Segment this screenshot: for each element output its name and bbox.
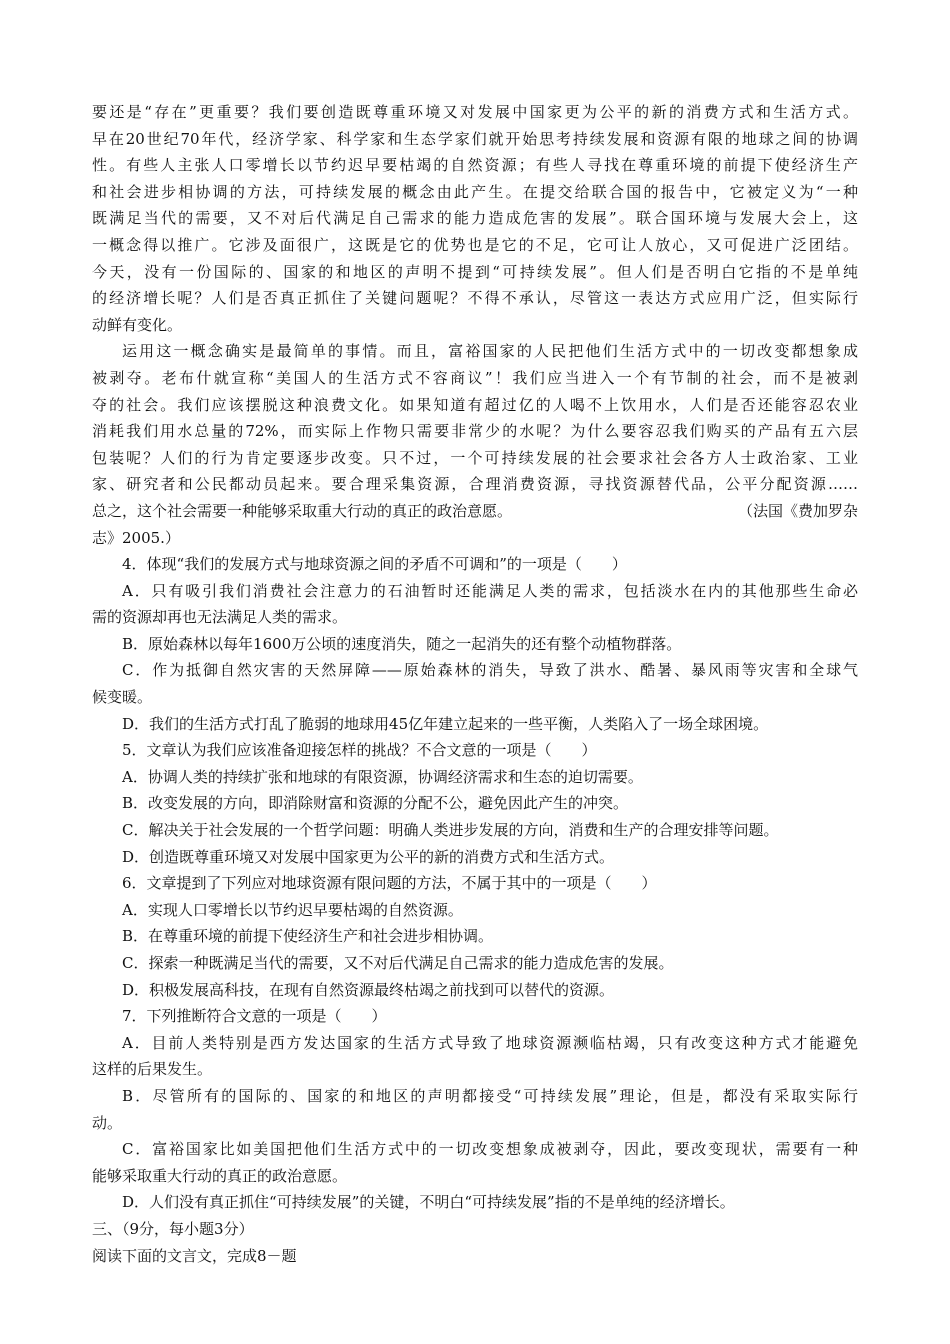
option-c-continued: 能够采取重大行动的真正的政治意愿。 xyxy=(92,1166,348,1185)
text-line: 包装呢？人们的行为肯定要逐步改变。只不过，一个可持续发展的社会要求社会各方人士政治家、工业 xyxy=(92,448,858,467)
text-line: 早在20世纪70年代，经济学家、科学家和生态学家们就开始思考持续发展和资源有限的地球之间的协调 xyxy=(92,129,858,148)
option-d: D．创造既尊重环境又对发展中国家更为公平的新的消费方式和生活方式。 xyxy=(122,847,615,866)
question-7 xyxy=(92,1003,858,1216)
option-b-continued: 动。 xyxy=(92,1113,123,1132)
option-c: C．探索一种既满足当代的需要，又不对后代满足自己需求的能力造成危害的发展。 xyxy=(122,954,674,972)
option-a: A．协调人类的持续扩张和地球的有限资源，协调经济需求和生态的迫切需要。 xyxy=(122,767,643,786)
option-c: C．解决关于社会发展的一个哲学问题：明确人类进步发展的方向，消费和生产的合理安排等问题。 xyxy=(122,821,779,840)
section-3 xyxy=(92,1216,858,1269)
text-line: 要还是“存在”更重要？我们要创造既尊重环境又对发展中国家更为公平的新的消费方式和生活方式。 xyxy=(92,103,858,121)
option-c-continued: 候变暖。 xyxy=(92,688,153,707)
text-line: 今天，没有一份国际的、国家的和地区的声明不提到“可持续发展”。但人们是否明白它指的不是单纯 xyxy=(92,262,858,281)
question-stem: 6．文章提到了下列应对地球资源有限问题的方法，不属于其中的一项是（ ） xyxy=(122,874,657,893)
option-a: A．实现人口零增长以节约迟早要枯竭的自然资源。 xyxy=(122,900,463,919)
option-a-continued: 需的资源却再也无法满足人类的需求。 xyxy=(92,608,348,627)
option-d: D．积极发展高科技，在现有自然资源最终枯竭之前找到可以替代的资源。 xyxy=(122,980,615,999)
passage-paragraph-2 xyxy=(92,338,858,551)
text-line: 既满足当代的需要，又不对后代满足自己需求的能力造成危害的发展”。联合国环境与发展大会上，这 xyxy=(92,209,858,228)
option-b: B．原始森林以每年1600万公顷的速度消失，随之一起消失的还有整个动植物群落。 xyxy=(122,634,682,653)
option-d: D．我们的生活方式打乱了脆弱的地球用45亿年建立起来的一些平衡，人类陷入了一场全球困境。 xyxy=(122,714,769,733)
passage-paragraph-1 xyxy=(92,99,858,338)
question-stem: 5．文章认为我们应该准备迎接怎样的挑战？不合文意的一项是（ ） xyxy=(122,741,597,760)
text-line: 家、研究者和公民都动员起来。要合理采集资源，合理消费资源，寻找资源替代品，公平分配资源…… xyxy=(92,475,858,494)
text-line: 性。有些人主张人口零增长以节约迟早要枯竭的自然资源；有些人寻找在尊重环境的前提下使经济生产 xyxy=(92,156,858,175)
option-d: D．人们没有真正抓住“可持续发展”的关键，不明白“可持续发展”指的不是单纯的经济增长。 xyxy=(122,1193,735,1212)
text-line: 消耗我们用水总量的72%，而实际上作物只需要非常少的水呢？为什么要容忍我们购买的产品有五六层 xyxy=(92,422,858,441)
option-c: C．富裕国家比如美国把他们生活方式中的一切改变想象成被剥夺，因此，要改变现状，需要有一种 xyxy=(122,1140,858,1159)
citation: （法国《费加罗杂 xyxy=(737,501,858,520)
text-line: 和社会进步相协调的方法，可持续发展的概念由此产生。在提交给联合国的报告中，它被定义为“一种 xyxy=(92,182,858,201)
section-heading: 三、（9分，每小题3分） xyxy=(92,1219,254,1238)
option-a: A．只有吸引我们消费社会注意力的石油暂时还能满足人类的需求，包括淡水在内的其他那些生命必 xyxy=(122,581,858,600)
question-stem: 7．下列推断符合文意的一项是（ ） xyxy=(122,1007,387,1026)
question-stem: 4．体现“我们的发展方式与地球资源之间的矛盾不可调和”的一项是（ ） xyxy=(122,555,627,574)
text-line: 被剥夺。老布什就宣称“美国人的生活方式不容商议”！我们应当进入一个有节制的社会，而不是被剥 xyxy=(92,368,858,387)
option-c: C．作为抵御自然灾害的天然屏障——原始森林的消失，导致了洪水、酷暑、暴风雨等灾害和全球气 xyxy=(122,661,858,680)
option-b: B．改变发展的方向，即消除财富和资源的分配不公，避免因此产生的冲突。 xyxy=(122,794,629,813)
option-b: B．尽管所有的国际的、国家的和地区的声明都接受“可持续发展”理论，但是，都没有采取实际行 xyxy=(122,1086,858,1105)
text-line: 夺的社会。我们应该摆脱这种浪费文化。如果知道有超过亿的人喝不上饮用水，人们是否还能容忍农业 xyxy=(92,395,858,414)
text-line: 运用这一概念确实是最简单的事情。而且，富裕国家的人民把他们生活方式中的一切改变都想象成 xyxy=(122,342,858,361)
question-6 xyxy=(92,870,858,1003)
text-line xyxy=(92,498,858,525)
option-a: A．目前人类特别是西方发达国家的生活方式导致了地球资源濒临枯竭，只有改变这种方式才能避免 xyxy=(122,1033,858,1052)
option-a-continued: 这样的后果发生。 xyxy=(92,1060,213,1079)
citation-continued: 志》2005.） xyxy=(92,528,180,547)
paragraph-last-sentence: 总之，这个社会需要一种能够采取重大行动的真正的政治意愿。 xyxy=(92,501,513,520)
question-5 xyxy=(92,737,858,870)
document-page xyxy=(92,99,858,1269)
text-line: 动鲜有变化。 xyxy=(92,315,183,334)
option-b: B．在尊重环境的前提下使经济生产和社会进步相协调。 xyxy=(122,927,494,946)
section-instruction: 阅读下面的文言文，完成8－题 xyxy=(92,1246,297,1265)
text-line: 一概念得以推广。它涉及面很广，这既是它的优势也是它的不足，它可让人放心，又可促进广泛团结。 xyxy=(92,235,858,254)
text-line: 的经济增长呢？人们是否真正抓住了关键问题呢？不得不承认，尽管这一表达方式应用广泛，但实际行 xyxy=(92,289,858,308)
question-4 xyxy=(92,551,858,737)
